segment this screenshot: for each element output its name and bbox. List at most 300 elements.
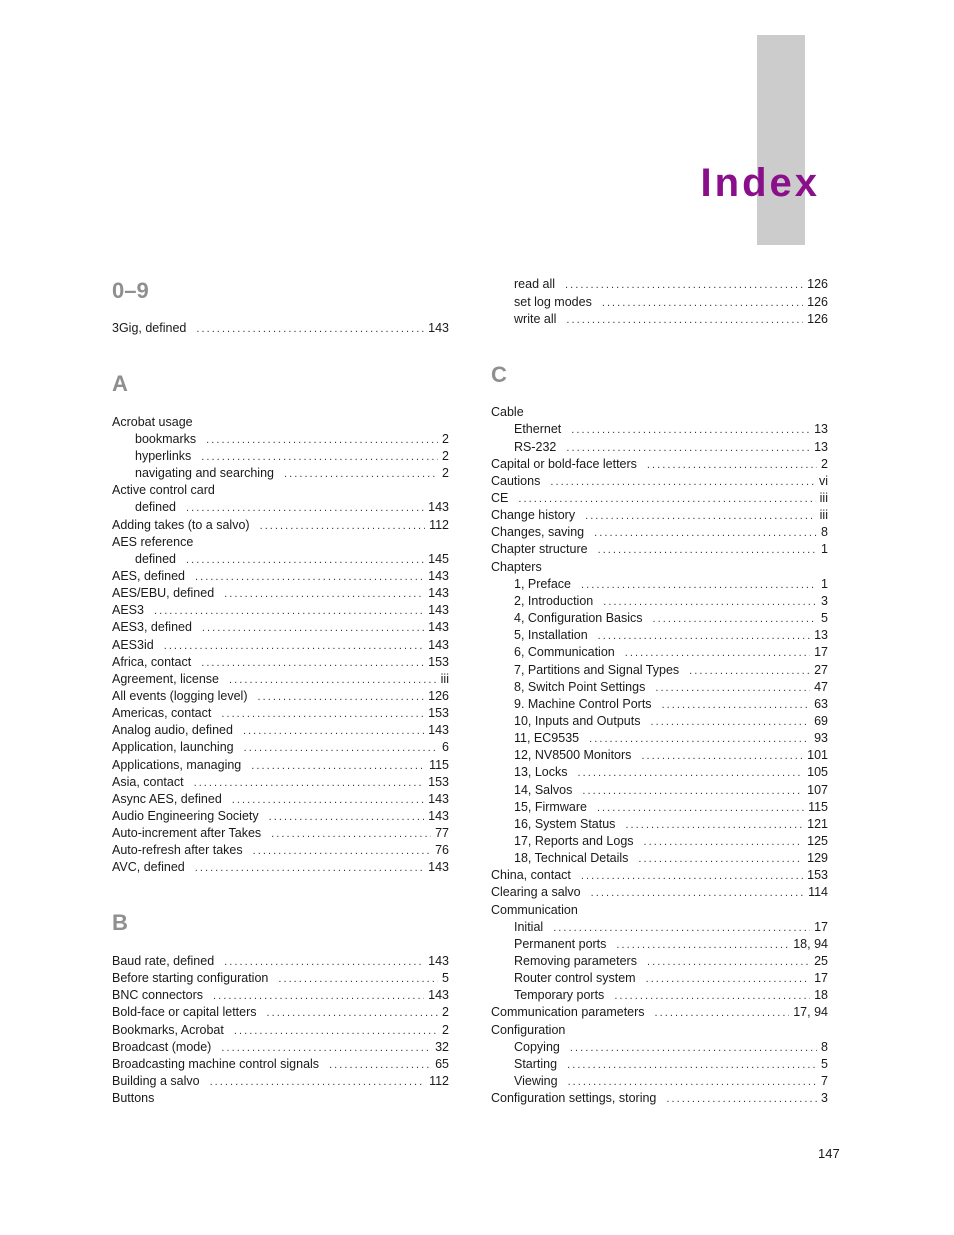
dot-leader — [518, 491, 815, 508]
index-term: AES3id — [112, 638, 154, 652]
index-entry — [112, 671, 449, 688]
index-entry — [112, 757, 449, 774]
index-subentry — [491, 970, 828, 987]
index-term: Agreement, license — [112, 672, 220, 686]
index-entry — [112, 585, 449, 602]
index-subentry — [491, 311, 828, 328]
index-entry — [491, 1090, 828, 1107]
chapter-tab-bar — [757, 35, 805, 245]
index-term: 12, NV8500 Monitors — [514, 748, 632, 762]
index-subentry — [491, 782, 828, 799]
index-entry — [112, 970, 449, 987]
dot-leader — [251, 758, 425, 775]
index-subentry — [112, 551, 449, 568]
index-subentry — [491, 764, 828, 781]
index-term: Before starting configuration — [112, 971, 269, 985]
index-entry — [491, 884, 828, 901]
index-term: Auto-refresh after takes — [112, 843, 243, 857]
index-term: Communication parameters — [491, 1005, 645, 1019]
dot-leader — [224, 586, 424, 603]
index-page-ref[interactable]: 143 — [428, 321, 449, 335]
index-term: Async AES, defined — [112, 792, 222, 806]
index-term: Capital or bold-face letters — [491, 457, 637, 471]
index-term: AES3, defined — [112, 620, 192, 634]
dot-leader — [213, 988, 424, 1005]
index-term: 1, Preface — [514, 577, 571, 591]
index-page-ref[interactable]: 93 — [814, 731, 828, 745]
index-page-ref[interactable]: 143 — [428, 586, 449, 600]
index-entry — [112, 774, 449, 791]
dot-leader — [164, 638, 424, 655]
index-term: AES/EBU, defined — [112, 586, 215, 600]
index-subentry — [491, 610, 828, 627]
index-term: Communication — [491, 903, 578, 917]
index-entry — [112, 482, 449, 499]
dot-leader — [625, 645, 810, 662]
index-subentry — [112, 465, 449, 482]
dot-leader — [570, 1040, 817, 1057]
index-page-ref[interactable]: 143 — [428, 809, 449, 823]
index-entry — [112, 688, 449, 705]
index-page-ref[interactable]: 2 — [442, 432, 449, 446]
index-entry — [491, 867, 828, 884]
index-page-ref[interactable]: 112 — [429, 518, 449, 532]
dot-leader — [653, 611, 818, 628]
index-term: write all — [514, 312, 557, 326]
dot-leader — [253, 843, 431, 860]
index-page-ref[interactable]: 69 — [814, 714, 828, 728]
dot-leader — [284, 466, 438, 483]
index-page-ref[interactable]: 143 — [428, 860, 449, 874]
dot-leader — [269, 809, 425, 826]
dot-leader — [662, 697, 811, 714]
index-subentry — [112, 448, 449, 465]
index-subentry — [491, 627, 828, 644]
dot-leader — [243, 723, 424, 740]
index-term: Bookmarks, Acrobat — [112, 1023, 224, 1037]
index-term: All events (logging level) — [112, 689, 248, 703]
index-term: Copying — [514, 1040, 560, 1054]
dot-leader — [566, 440, 810, 457]
index-page-ref[interactable]: 17 — [814, 645, 828, 659]
dot-leader — [210, 1074, 426, 1091]
index-page-ref[interactable]: 18, 94 — [793, 937, 828, 951]
index-entry — [112, 953, 449, 970]
index-page-ref[interactable]: 126 — [807, 277, 828, 291]
index-term: Bold-face or capital letters — [112, 1005, 257, 1019]
index-term: 14, Salvos — [514, 783, 573, 797]
index-entry — [112, 414, 449, 431]
dot-leader — [567, 1057, 817, 1074]
index-term: Clearing a salvo — [491, 885, 581, 899]
index-page-ref[interactable]: 17 — [814, 971, 828, 985]
index-subentry — [112, 431, 449, 448]
index-page-ref[interactable]: 126 — [807, 295, 828, 309]
index-term: 17, Reports and Logs — [514, 834, 634, 848]
index-term: 11, EC9535 — [514, 731, 580, 745]
dot-leader — [578, 765, 804, 782]
dot-leader — [638, 851, 803, 868]
index-page-ref[interactable]: 77 — [435, 826, 449, 840]
dot-leader — [655, 1005, 790, 1022]
index-page-ref[interactable]: iii — [819, 508, 828, 522]
index-subentry — [491, 833, 828, 850]
index-term: CE — [491, 491, 509, 505]
dot-leader — [260, 518, 425, 535]
dot-leader — [647, 457, 817, 474]
index-entry — [112, 568, 449, 585]
index-entry — [112, 1022, 449, 1039]
index-page-ref[interactable]: 32 — [435, 1040, 449, 1054]
index-subentry — [491, 816, 828, 833]
index-page-ref[interactable]: 115 — [429, 758, 449, 772]
index-page-ref[interactable]: 126 — [428, 689, 449, 703]
dot-leader — [202, 620, 424, 637]
index-subentry — [491, 936, 828, 953]
index-entry — [491, 902, 828, 919]
index-term: Acrobat usage — [112, 415, 193, 429]
index-term: BNC connectors — [112, 988, 204, 1002]
dot-leader — [234, 1023, 438, 1040]
index-entry — [112, 842, 449, 859]
index-entry — [112, 654, 449, 671]
dot-leader — [267, 1005, 439, 1022]
section-heading: C — [491, 362, 507, 387]
index-page-ref[interactable]: 2 — [442, 449, 449, 463]
index-subentry — [112, 499, 449, 516]
dot-leader — [271, 826, 431, 843]
dot-leader — [194, 775, 425, 792]
index-entry — [112, 637, 449, 654]
index-entry — [112, 1056, 449, 1073]
section-heading: A — [112, 371, 128, 396]
index-term: 18, Technical Details — [514, 851, 629, 865]
section-heading: 0–9 — [112, 278, 149, 303]
index-term: Router control system — [514, 971, 636, 985]
index-term: Asia, contact — [112, 775, 184, 789]
index-entry — [112, 517, 449, 534]
page-title: Index — [700, 161, 820, 205]
index-term: Applications, managing — [112, 758, 242, 772]
index-term: bookmarks — [135, 432, 197, 446]
index-term: Initial — [514, 920, 544, 934]
dot-leader — [221, 706, 424, 723]
index-page-ref[interactable]: 143 — [428, 569, 449, 583]
index-subentry — [491, 953, 828, 970]
index-page-ref[interactable]: 143 — [428, 603, 449, 617]
index-entry — [112, 1039, 449, 1056]
dot-leader — [641, 748, 803, 765]
index-term: 15, Firmware — [514, 800, 587, 814]
dot-leader — [594, 525, 817, 542]
index-entry — [491, 1004, 828, 1021]
index-page-ref[interactable]: vi — [818, 474, 828, 488]
dot-leader — [568, 1074, 817, 1091]
index-term: Adding takes (to a salvo) — [112, 518, 250, 532]
index-term: 9. Machine Control Ports — [514, 697, 652, 711]
index-page-ref[interactable]: 17 — [814, 920, 828, 934]
index-page-ref[interactable]: 153 — [428, 706, 449, 720]
index-page-ref[interactable]: 2 — [442, 466, 449, 480]
index-page-ref[interactable]: 63 — [814, 697, 828, 711]
index-term: 3Gig, defined — [112, 321, 187, 335]
index-subentry — [491, 439, 828, 456]
index-entry — [112, 320, 449, 337]
dot-leader — [565, 277, 803, 294]
index-page-ref[interactable]: iii — [440, 672, 449, 686]
index-page-ref[interactable]: 1 — [821, 577, 828, 591]
dot-leader — [602, 295, 803, 312]
index-subentry — [491, 294, 828, 311]
index-term: AES reference — [112, 535, 194, 549]
index-page-ref[interactable]: 65 — [435, 1057, 449, 1071]
dot-leader — [196, 321, 424, 338]
index-page-ref[interactable]: 1 — [821, 542, 828, 556]
index-term: Broadcasting machine control signals — [112, 1057, 320, 1071]
index-term: China, contact — [491, 868, 571, 882]
dot-leader — [244, 740, 438, 757]
index-entry — [112, 1073, 449, 1090]
index-entry — [112, 722, 449, 739]
dot-leader — [666, 1091, 817, 1108]
index-term: Application, launching — [112, 740, 234, 754]
dot-leader — [581, 868, 803, 885]
index-term: 7, Partitions and Signal Types — [514, 663, 680, 677]
index-subentry — [491, 662, 828, 679]
dot-leader — [550, 474, 815, 491]
dot-leader — [329, 1057, 431, 1074]
index-page-ref[interactable]: 5 — [442, 971, 449, 985]
dot-leader — [616, 937, 789, 954]
dot-leader — [195, 860, 424, 877]
index-entry — [112, 987, 449, 1004]
index-page-ref[interactable]: 2 — [442, 1023, 449, 1037]
dot-leader — [581, 577, 817, 594]
index-term: Building a salvo — [112, 1074, 200, 1088]
index-entry — [112, 534, 449, 551]
index-entry — [112, 1004, 449, 1021]
index-page-ref[interactable]: 2 — [821, 457, 828, 471]
index-entry — [491, 490, 828, 507]
index-subentry — [491, 747, 828, 764]
dot-leader — [571, 422, 810, 439]
index-page-ref[interactable]: 143 — [428, 500, 449, 514]
dot-leader — [689, 663, 810, 680]
index-page-ref[interactable]: 3 — [821, 1091, 828, 1105]
index-term: hyperlinks — [135, 449, 192, 463]
index-page-ref[interactable]: 3 — [821, 594, 828, 608]
index-page-ref[interactable]: 143 — [428, 792, 449, 806]
index-entry — [491, 507, 828, 524]
index-term: Removing parameters — [514, 954, 637, 968]
index-page-ref[interactable]: 107 — [807, 783, 828, 797]
index-term: Cable — [491, 405, 524, 419]
index-subentry — [491, 919, 828, 936]
index-term: 6, Communication — [514, 645, 615, 659]
dot-leader — [646, 971, 811, 988]
dot-leader — [278, 971, 438, 988]
index-term: Africa, contact — [112, 655, 192, 669]
dot-leader — [585, 508, 816, 525]
index-entry — [112, 825, 449, 842]
index-page-ref[interactable]: 13 — [814, 440, 828, 454]
index-term: RS-232 — [514, 440, 557, 454]
index-page-ref[interactable]: 76 — [435, 843, 449, 857]
index-page-ref[interactable]: 47 — [814, 680, 828, 694]
index-page-ref[interactable]: 145 — [428, 552, 449, 566]
index-page-ref[interactable]: 153 — [807, 868, 828, 882]
index-page-ref[interactable]: 5 — [821, 1057, 828, 1071]
index-page-ref[interactable]: 2 — [442, 1005, 449, 1019]
index-term: Baud rate, defined — [112, 954, 215, 968]
index-page-ref[interactable]: 13 — [814, 628, 828, 642]
index-entry — [112, 1090, 449, 1107]
page-number: 147 — [818, 1146, 840, 1161]
index-page-ref[interactable]: 143 — [428, 723, 449, 737]
index-page-ref[interactable]: 114 — [808, 885, 828, 899]
index-page-ref[interactable]: 153 — [428, 775, 449, 789]
index-term: Temporary ports — [514, 988, 605, 1002]
index-term: Audio Engineering Society — [112, 809, 259, 823]
index-term: Active control card — [112, 483, 215, 497]
dot-leader — [232, 792, 424, 809]
dot-leader — [186, 552, 424, 569]
index-entry — [112, 808, 449, 825]
dot-leader — [591, 885, 804, 902]
dot-leader — [206, 432, 438, 449]
index-term: Chapters — [491, 560, 542, 574]
index-term: Americas, contact — [112, 706, 212, 720]
index-entry — [491, 1022, 828, 1039]
index-page-ref[interactable]: 5 — [821, 611, 828, 625]
index-term: 13, Locks — [514, 765, 568, 779]
index-page-ref[interactable]: 8 — [821, 525, 828, 539]
index-term: 2, Introduction — [514, 594, 594, 608]
dot-leader — [221, 1040, 431, 1057]
index-page-ref[interactable]: 126 — [807, 312, 828, 326]
index-page-ref[interactable]: 112 — [429, 1074, 449, 1088]
index-page-ref[interactable]: 143 — [428, 638, 449, 652]
index-term: Changes, saving — [491, 525, 585, 539]
index-term: Permanent ports — [514, 937, 607, 951]
dot-leader — [566, 312, 803, 329]
index-page-ref[interactable]: 8 — [821, 1040, 828, 1054]
index-term: Buttons — [112, 1091, 155, 1105]
index-term: navigating and searching — [135, 466, 274, 480]
dot-leader — [614, 988, 810, 1005]
dot-leader — [201, 449, 438, 466]
index-page-ref[interactable]: 121 — [807, 817, 828, 831]
index-page-ref[interactable]: 115 — [808, 800, 828, 814]
index-term: 5, Installation — [514, 628, 588, 642]
index-page-ref[interactable]: 13 — [814, 422, 828, 436]
index-term: 4, Configuration Basics — [514, 611, 643, 625]
index-term: AES, defined — [112, 569, 185, 583]
index-subentry — [491, 850, 828, 867]
dot-leader — [589, 731, 810, 748]
index-page-ref[interactable]: 105 — [807, 765, 828, 779]
index-page-ref[interactable]: 25 — [814, 954, 828, 968]
index-subentry — [491, 276, 828, 293]
index-page-ref[interactable]: 143 — [428, 988, 449, 1002]
index-subentry — [491, 1073, 828, 1090]
dot-leader — [582, 783, 803, 800]
index-term: AVC, defined — [112, 860, 185, 874]
index-entry — [112, 859, 449, 876]
dot-leader — [154, 603, 424, 620]
dot-leader — [224, 954, 424, 971]
dot-leader — [655, 680, 810, 697]
index-page-ref[interactable]: 17, 94 — [793, 1005, 828, 1019]
index-page-ref[interactable]: 7 — [821, 1074, 828, 1088]
dot-leader — [598, 542, 817, 559]
index-term: Analog audio, defined — [112, 723, 233, 737]
index-page-ref[interactable]: 101 — [807, 748, 828, 762]
index-term: Cautions — [491, 474, 541, 488]
index-subentry — [491, 799, 828, 816]
index-subentry — [491, 713, 828, 730]
index-term: 8, Switch Point Settings — [514, 680, 646, 694]
index-entry — [491, 404, 828, 421]
dot-leader — [553, 920, 810, 937]
dot-leader — [625, 817, 803, 834]
index-term: defined — [135, 500, 177, 514]
dot-leader — [258, 689, 425, 706]
index-subentry — [491, 987, 828, 1004]
index-entry — [112, 791, 449, 808]
index-page-ref[interactable]: 18 — [814, 988, 828, 1002]
index-subentry — [491, 576, 828, 593]
index-term: 10, Inputs and Outputs — [514, 714, 641, 728]
index-subentry — [491, 1039, 828, 1056]
index-page-ref[interactable]: iii — [819, 491, 828, 505]
dot-leader — [597, 800, 804, 817]
index-subentry — [491, 696, 828, 713]
index-term: 16, System Status — [514, 817, 616, 831]
index-page-ref[interactable]: 143 — [428, 620, 449, 634]
index-entry — [491, 524, 828, 541]
index-page-ref[interactable]: 6 — [442, 740, 449, 754]
dot-leader — [195, 569, 424, 586]
index-term: Viewing — [514, 1074, 558, 1088]
index-page-ref[interactable]: 129 — [807, 851, 828, 865]
index-subentry — [491, 593, 828, 610]
index-term: Chapter structure — [491, 542, 588, 556]
index-subentry — [491, 679, 828, 696]
index-term: Broadcast (mode) — [112, 1040, 212, 1054]
dot-leader — [644, 834, 804, 851]
index-term: defined — [135, 552, 177, 566]
index-subentry — [491, 421, 828, 438]
index-page-ref[interactable]: 143 — [428, 954, 449, 968]
index-entry — [491, 456, 828, 473]
dot-leader — [186, 500, 424, 517]
index-page-ref[interactable]: 27 — [814, 663, 828, 677]
dot-leader — [647, 954, 810, 971]
index-term: Change history — [491, 508, 576, 522]
index-term: set log modes — [514, 295, 592, 309]
index-term: Configuration — [491, 1023, 566, 1037]
index-entry — [112, 705, 449, 722]
dot-leader — [201, 655, 424, 672]
section-heading: B — [112, 910, 128, 935]
index-page-ref[interactable]: 125 — [807, 834, 828, 848]
index-page-ref[interactable]: 153 — [428, 655, 449, 669]
index-entry — [491, 473, 828, 490]
index-entry — [112, 619, 449, 636]
index-term: Configuration settings, storing — [491, 1091, 657, 1105]
index-term: read all — [514, 277, 555, 291]
